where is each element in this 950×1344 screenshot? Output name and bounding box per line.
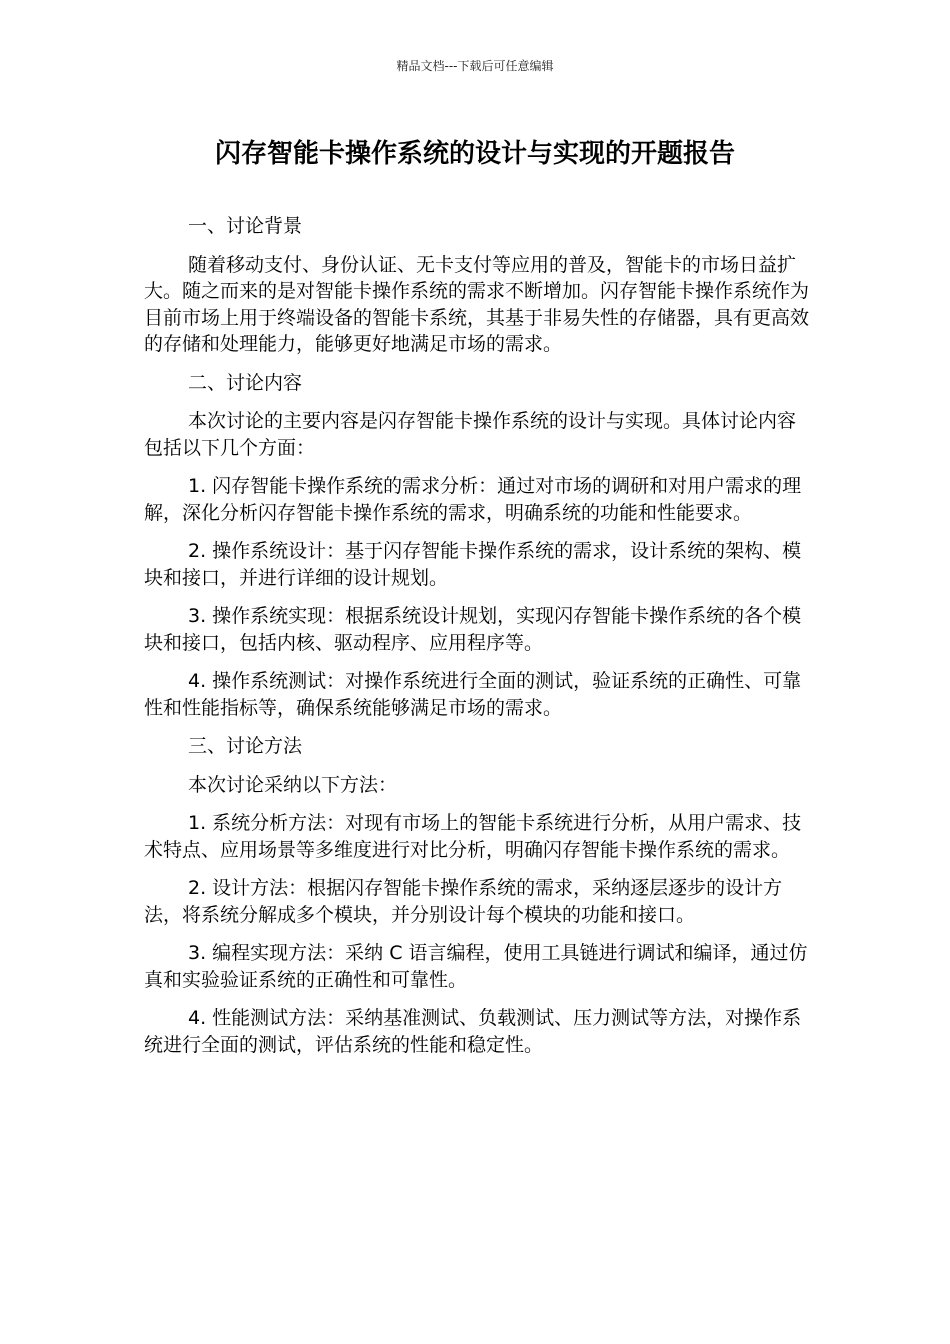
paragraph-content-item-2: 2. 操作系统设计：基于闪存智能卡操作系统的需求，设计系统的架构、模块和接口，并进行详细的设计规划。 [144,540,802,589]
paragraph-content-intro: 本次讨论的主要内容是闪存智能卡操作系统的设计与实现。具体讨论内容包括以下几个方面： [144,410,797,459]
section-heading-content: 二、讨论内容 [188,371,303,394]
section-heading-method: 三、讨论方法 [188,735,303,757]
paragraph-content-item-1: 1. 闪存智能卡操作系统的需求分析：通过对市场的调研和对用户需求的理解，深化分析闪存智能卡操作系统的需求，明确系统的功能和性能要求。 [144,475,802,524]
page-header-note: 精品文档---下载后可任意编辑 [396,59,554,73]
section-heading-background: 一、讨论背景 [188,215,303,237]
paragraph-method-item-1: 1. 系统分析方法：对现有市场上的智能卡系统进行分析，从用户需求、技术特点、应用场景等多维度进行对比分析，明确闪存智能卡操作系统的需求。 [144,812,802,861]
paragraph-content-item-3: 3. 操作系统实现：根据系统设计规划，实现闪存智能卡操作系统的各个模块和接口，包括内核、驱动程序、应用程序等。 [144,605,802,654]
paragraph-background: 随着移动支付、身份认证、无卡支付等应用的普及，智能卡的市场日益扩大。随之而来的是对智能卡操作系统的需求不断增加。闪存智能卡操作系统作为目前市场上用于终端设备的智能卡系统，其基于非易失性的存储器，具有更高效的存储和处理能力，能够更好地满足市场的需求。 [144,253,810,355]
paragraph-method-item-4: 4. 性能测试方法：采纳基准测试、负载测试、压力测试等方法，对操作系统进行全面的测试，评估系统的性能和稳定性。 [144,1007,802,1056]
paragraph-method-item-2: 2. 设计方法：根据闪存智能卡操作系统的需求，采纳逐层逐步的设计方法，将系统分解成多个模块，并分别设计每个模块的功能和接口。 [144,877,783,926]
paragraph-method-item-3: 3. 编程实现方法：采纳 C 语言编程，使用工具链进行调试和编译，通过仿真和实验验证系统的正确性和可靠性。 [144,942,808,991]
document-body [144,213,810,1070]
document-title: 闪存智能卡操作系统的设计与实现的开题报告 [214,139,735,169]
paragraph-method-intro: 本次讨论采纳以下方法： [188,773,398,796]
paragraph-content-item-4: 4. 操作系统测试：对操作系统进行全面的测试，验证系统的正确性、可靠性和性能指标等，确保系统能够满足市场的需求。 [144,670,802,719]
